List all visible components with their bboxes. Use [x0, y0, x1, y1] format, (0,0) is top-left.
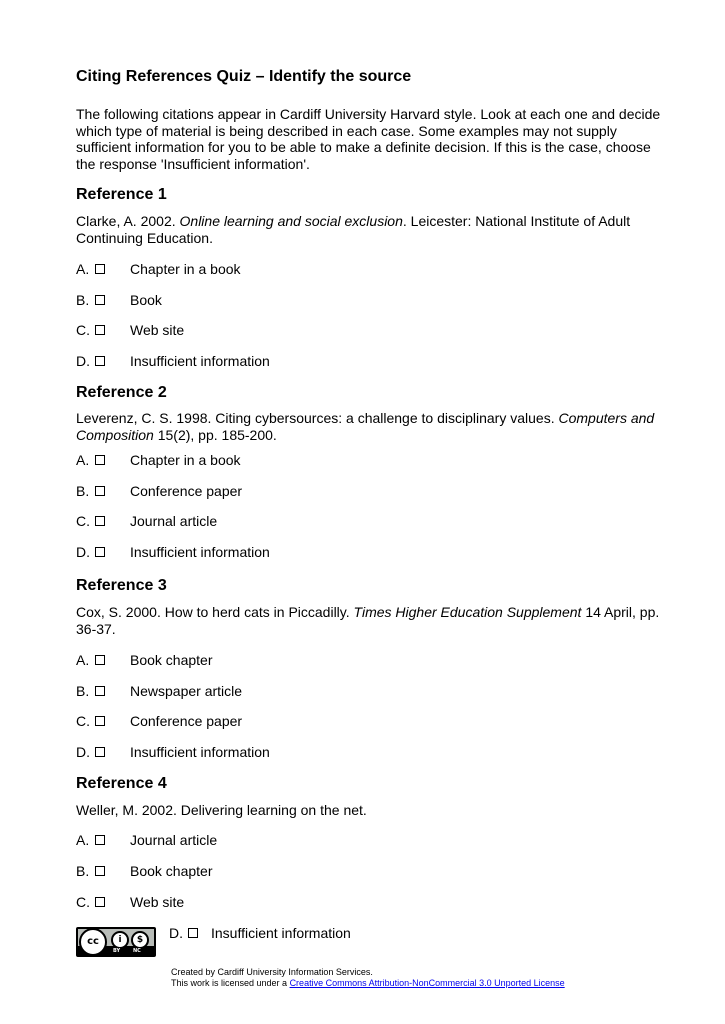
footer-license-prefix: This work is licensed under a: [171, 978, 290, 988]
option-label: Web site: [130, 894, 185, 910]
option-label: Insufficient information: [130, 353, 270, 369]
option-label: Chapter in a book: [130, 452, 241, 468]
option-letter: A.: [76, 652, 90, 668]
cc-license-badge[interactable]: [76, 927, 156, 957]
reference-4-citation: [76, 802, 666, 819]
citation-text: 15(2), pp. 185-200.: [153, 427, 277, 443]
option-label: Web site: [130, 322, 185, 338]
checkbox-icon[interactable]: [95, 716, 105, 726]
option-letter: C.: [76, 713, 90, 729]
reference-1-citation: [76, 213, 666, 247]
checkbox-icon[interactable]: [95, 325, 105, 335]
option-letter: B.: [76, 292, 90, 308]
checkbox-icon[interactable]: [95, 866, 105, 876]
option-letter: D.: [76, 744, 90, 760]
option-label: Journal article: [130, 832, 218, 848]
option-letter: A.: [76, 452, 90, 468]
footer-license: [171, 978, 565, 989]
intro-paragraph: The following citations appear in Cardiff University Harvard style. Look at each one and decide which type of material is being described in each case. Some examples may not supply sufficient information for you to be able to make a definite decision. If this is the case, choose the response 'Insufficient information'.: [76, 106, 661, 172]
license-link[interactable]: Creative Commons Attribution-NonCommercial 3.0 Unported License: [289, 978, 565, 988]
option-label: Book chapter: [130, 863, 213, 879]
option-label: Journal article: [130, 513, 218, 529]
option-label: Chapter in a book: [130, 261, 241, 277]
option-letter: B.: [76, 863, 90, 879]
checkbox-icon[interactable]: [95, 455, 105, 465]
option-letter: B.: [76, 483, 90, 499]
option-label: Insufficient information: [211, 925, 351, 941]
citation-title: Computers and Composition: [76, 410, 655, 443]
checkbox-icon[interactable]: [95, 747, 105, 757]
option-letter: C.: [76, 894, 90, 910]
option-letter: D.: [76, 353, 90, 369]
option-letter: C.: [76, 322, 90, 338]
citation-text: Weller, M. 2002. Delivering learning on the net.: [76, 802, 367, 818]
citation-text: Leverenz, C. S. 1998. Citing cybersources: a challenge to disciplinary values.: [76, 410, 559, 426]
option-letter: D.: [169, 925, 183, 941]
checkbox-icon[interactable]: [95, 835, 105, 845]
citation-text: Cox, S. 2000. How to herd cats in Piccadilly.: [76, 604, 354, 620]
checkbox-icon[interactable]: [95, 486, 105, 496]
checkbox-icon[interactable]: [95, 547, 105, 557]
option-letter: A.: [76, 261, 90, 277]
citation-title: Online learning and social exclusion: [179, 213, 403, 229]
checkbox-icon[interactable]: [95, 686, 105, 696]
cc-logo-icon: cc: [79, 928, 107, 956]
reference-3-heading: Reference 3: [76, 577, 167, 594]
option-label: Newspaper article: [130, 683, 243, 699]
option-letter: A.: [76, 832, 90, 848]
option-label: Book chapter: [130, 652, 213, 668]
checkbox-icon[interactable]: [95, 516, 105, 526]
option-letter: D.: [76, 544, 90, 560]
reference-2-heading: Reference 2: [76, 384, 167, 401]
option-label: Insufficient information: [130, 544, 270, 560]
checkbox-icon[interactable]: [95, 295, 105, 305]
reference-4-heading: Reference 4: [76, 775, 167, 792]
page-title: Citing References Quiz – Identify the source: [76, 68, 412, 85]
footer-credit: Created by Cardiff University Information Services.: [171, 967, 373, 977]
reference-1-heading: Reference 1: [76, 186, 167, 203]
citation-text: Clarke, A. 2002.: [76, 213, 180, 229]
nc-label: NC: [133, 948, 141, 954]
checkbox-icon[interactable]: [95, 897, 105, 907]
citation-text: . Leicester: National Institute of Adult Continuing Education.: [76, 213, 631, 246]
checkbox-icon[interactable]: [95, 356, 105, 366]
attribution-icon: i: [111, 931, 129, 949]
option-letter: C.: [76, 513, 90, 529]
checkbox-icon[interactable]: [95, 264, 105, 274]
checkbox-icon[interactable]: [95, 655, 105, 665]
citation-text: 14 April, pp. 36-37.: [76, 604, 660, 637]
reference-2-citation: [76, 410, 666, 444]
option-letter: B.: [76, 683, 90, 699]
option-label: Conference paper: [130, 483, 243, 499]
reference-3-citation: [76, 604, 666, 638]
option-label: Insufficient information: [130, 744, 270, 760]
by-label: BY: [113, 948, 121, 954]
citation-title: Times Higher Education Supplement: [353, 604, 582, 620]
checkbox-icon[interactable]: [188, 928, 198, 938]
noncommercial-icon: $: [131, 931, 149, 949]
option-label: Conference paper: [130, 713, 243, 729]
option-label: Book: [130, 292, 162, 308]
